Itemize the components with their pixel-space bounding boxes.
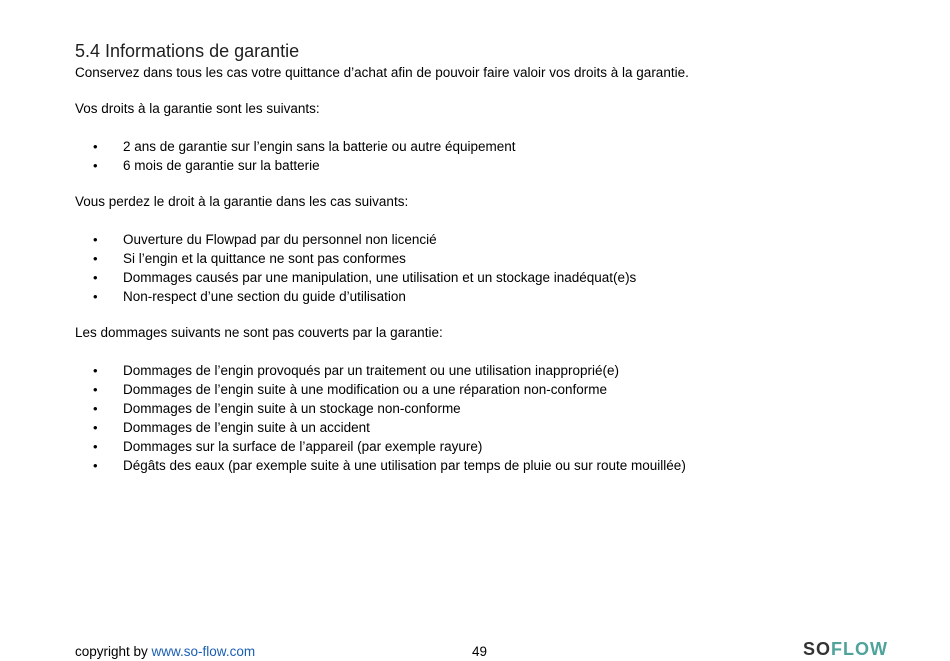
rights-lead: Vos droits à la garantie sont les suivants: bbox=[75, 101, 320, 116]
bullet-icon: • bbox=[93, 270, 98, 285]
soflow-logo bbox=[803, 639, 888, 660]
list-item-text: Si l’engin et la quittance ne sont pas conformes bbox=[123, 251, 406, 266]
bullet-icon: • bbox=[93, 289, 98, 304]
bullet-icon: • bbox=[93, 139, 98, 154]
bullet-icon: • bbox=[93, 401, 98, 416]
intro-paragraph: Conservez dans tous les cas votre quittance d’achat afin de pouvoir faire valoir vos droits à la garantie. bbox=[75, 65, 689, 80]
page-number: 49 bbox=[472, 644, 488, 659]
list-item-text: 2 ans de garantie sur l’engin sans la batterie ou autre équipement bbox=[123, 139, 516, 154]
bullet-icon: • bbox=[93, 458, 98, 473]
list-item-text: Dommages de l’engin suite à un accident bbox=[123, 420, 370, 435]
list-item-text: Ouverture du Flowpad par du personnel non licencié bbox=[123, 232, 437, 247]
bullet-icon: • bbox=[93, 382, 98, 397]
list-item-text: 6 mois de garantie sur la batterie bbox=[123, 158, 320, 173]
list-item-text: Dommages de l’engin suite à un stockage non-conforme bbox=[123, 401, 461, 416]
section-heading: 5.4 Informations de garantie bbox=[75, 41, 300, 61]
logo-flow-text: FLOW bbox=[831, 639, 888, 659]
copyright-prefix: copyright by bbox=[75, 644, 152, 659]
website-link[interactable]: www.so-flow.com bbox=[151, 644, 256, 659]
bullet-icon: • bbox=[93, 363, 98, 378]
footer-copyright bbox=[75, 644, 255, 659]
list-item-text: Dommages causés par une manipulation, une utilisation et un stockage inadéquat(e)s bbox=[123, 270, 637, 285]
logo-so-text: SO bbox=[803, 639, 832, 659]
list-item-text: Non-respect d’une section du guide d’utilisation bbox=[123, 289, 406, 304]
list-item-text: Dommages de l’engin suite à une modification ou a une réparation non-conforme bbox=[123, 382, 608, 397]
list-item-text: Dommages de l’engin provoqués par un traitement ou une utilisation inapproprié(e) bbox=[123, 363, 620, 378]
bullet-icon: • bbox=[93, 420, 98, 435]
bullet-icon: • bbox=[93, 439, 98, 454]
loss-lead: Vous perdez le droit à la garantie dans les cas suivants: bbox=[75, 194, 409, 209]
bullet-icon: • bbox=[93, 251, 98, 266]
bullet-icon: • bbox=[93, 232, 98, 247]
exclusions-lead: Les dommages suivants ne sont pas couverts par la garantie: bbox=[75, 325, 443, 340]
list-item-text: Dommages sur la surface de l’appareil (par exemple rayure) bbox=[123, 439, 483, 454]
list-item-text: Dégâts des eaux (par exemple suite à une utilisation par temps de pluie ou sur route mouillée) bbox=[123, 458, 686, 473]
bullet-icon: • bbox=[93, 158, 98, 173]
